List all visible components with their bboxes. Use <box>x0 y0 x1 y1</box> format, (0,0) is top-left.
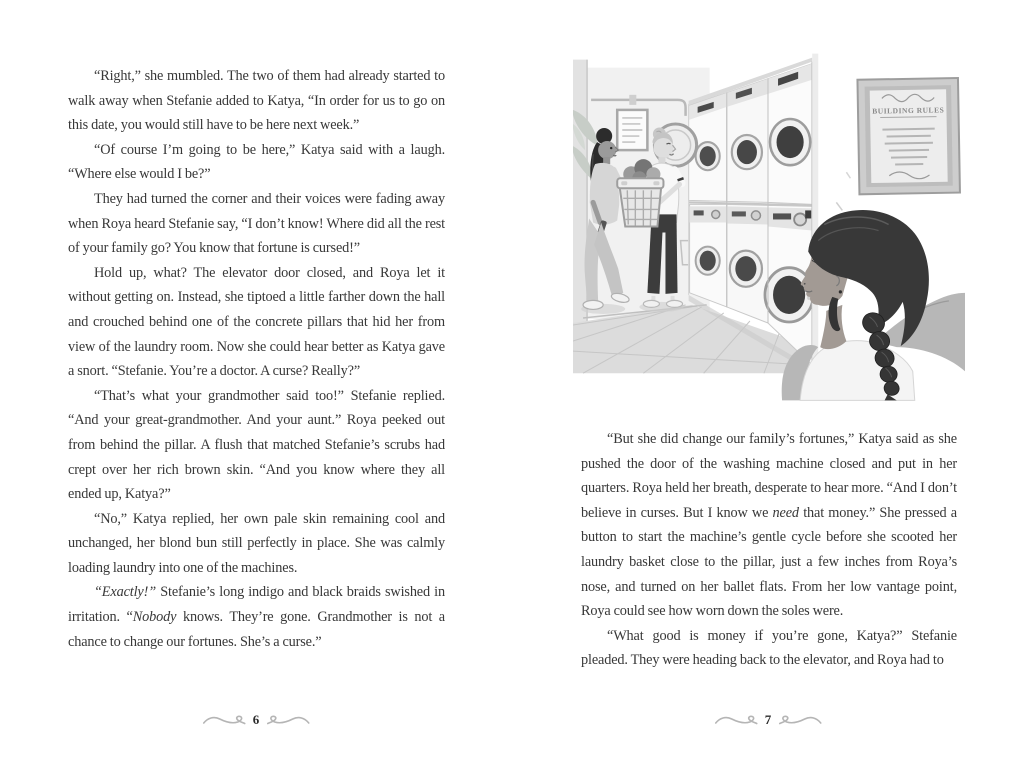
paragraph: “Of course I’m going to be here,” Katya said with a laugh. “Where else would I be?” <box>68 141 445 183</box>
paragraph: “But she did change our family’s fortunes,” Katya said as she pushed the door of the washing machine closed and put in her quarters. Roya held her breath, desperate to hear more. “And I don’t believe in curses. But I know we need that money.” She pressed a button to start the machine’s gentle cycle before she scooted her laundry basket close to the pillar, just a few inches from Roya’s nose, and turned on her ballet flats. From her low vantage point, Roya could see how worn down the soles were. <box>581 431 957 620</box>
swash-flourish-left-icon <box>202 712 246 728</box>
page-number-left: 6 <box>252 712 260 727</box>
paragraph: “That’s what your grandmother said too!” Stefanie replied. “And your great-grandmother. And your aunt.” Roya peeked out from behind the pillar. A flush that matched Stefanie’s scrubs had crept over her rich brown skin. “And you know where they all ended up, Katya?” <box>68 387 445 503</box>
paragraph: “Right,” she mumbled. The two of them had already started to walk away when Stefanie added to Katya, “In order for us to go on this date, you would still have to be here next week.” <box>68 68 445 134</box>
pillar-edge <box>812 54 818 374</box>
paragraph: Hold up, what? The elevator door closed, and Roya let it without getting on. Instead, she tiptoed a little farther down the hall and crouched behind one of the concrete pillars that hid her from view of the laundry room. Now she could hear better as Katya gave a snort. “Stefanie. You’re a doctor. A curse? Really?” <box>68 264 445 380</box>
wall-notice-frame <box>617 110 647 150</box>
left-page-footer <box>202 712 311 728</box>
earring <box>839 290 842 293</box>
right-page-text <box>581 427 957 673</box>
paragraph: “What good is money if you’re gone, Katya?” Stefanie pleaded. They were heading back to the elevator, and Roya had to <box>581 627 957 669</box>
swash-flourish-right-icon <box>778 712 822 728</box>
paragraph: “No,” Katya replied, her own pale skin remaining cool and unchanged, her blond bun still perfectly in place. She was calmly loading laundry into one of the machines. <box>68 510 445 576</box>
page-number-right: 7 <box>764 712 772 727</box>
paragraph: “Exactly!” Stefanie’s long indigo and black braids swished in irritation. “Nobody knows. They’re gone. Grandmother is not a chance to change our fortunes. She’s a curse.” <box>68 584 445 650</box>
swash-flourish-right-icon <box>266 712 310 728</box>
paragraph: They had turned the corner and their voices were fading away when Roya heard Stefanie say, “I don’t know! Where did all the rest of your family go? You know that fortune is cursed!” <box>68 190 445 257</box>
right-page-footer <box>714 712 823 728</box>
swash-flourish-left-icon <box>714 712 758 728</box>
laundry-room-illustration <box>573 52 965 402</box>
sign-title: BUILDING RULES <box>872 105 945 116</box>
left-page-text <box>68 64 445 654</box>
building-rules-sign <box>857 78 959 194</box>
